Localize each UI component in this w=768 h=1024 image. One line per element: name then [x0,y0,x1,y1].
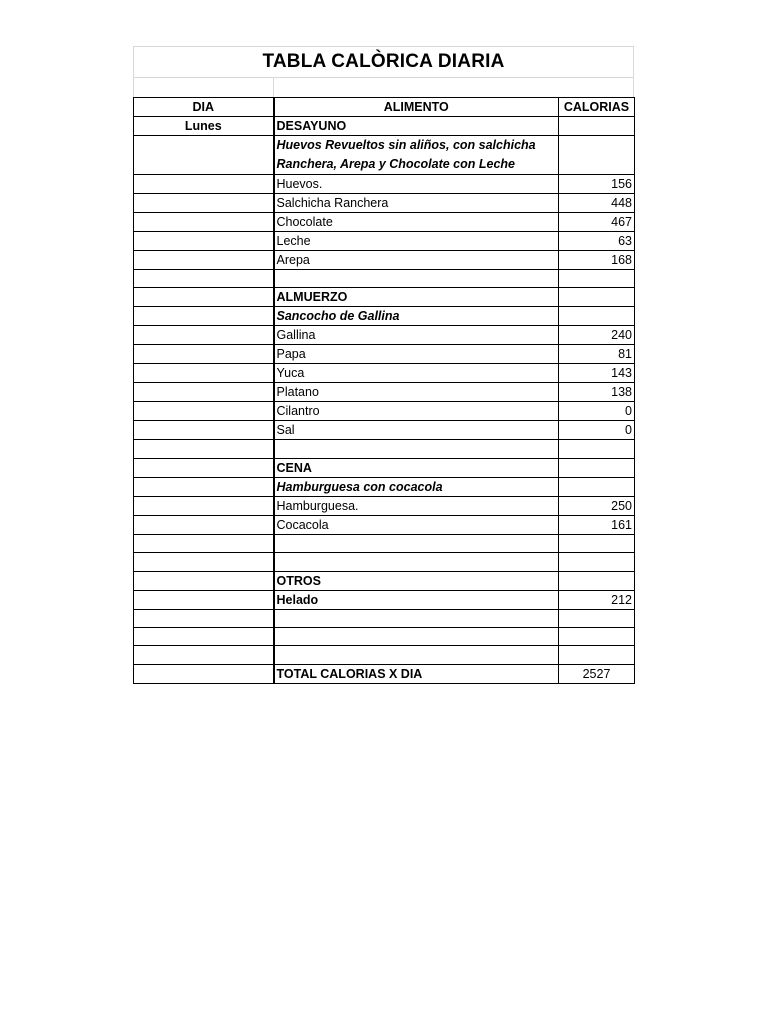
cell-alimento[interactable] [274,609,559,627]
cell-calorias[interactable]: 250 [559,496,635,515]
cell-alimento[interactable]: Arepa [274,251,559,270]
cell-dia[interactable] [134,364,274,383]
cell-calorias[interactable]: 0 [559,421,635,440]
cell-calorias[interactable]: 0 [559,402,635,421]
cell-dia[interactable] [134,458,274,477]
table-row [134,194,635,213]
table-row [134,326,635,345]
cell-alimento[interactable]: Leche [274,232,559,251]
cell-alimento[interactable] [274,534,559,552]
blank-spacer-row [133,77,634,97]
cell-alimento[interactable]: Yuca [274,364,559,383]
cell-dia[interactable] [134,421,274,440]
table-row [134,477,635,496]
cell-dia[interactable] [134,627,274,645]
cell-calorias[interactable] [559,307,635,326]
cell-calorias[interactable] [559,609,635,627]
cell-dia[interactable] [134,664,274,683]
cell-calorias[interactable]: 156 [559,175,635,194]
cell-calorias[interactable] [559,117,635,136]
cell-alimento[interactable] [274,270,559,288]
cell-dia[interactable] [134,270,274,288]
cell-dia[interactable] [134,345,274,364]
table-row [134,251,635,270]
cell-alimento[interactable]: Papa [274,345,559,364]
table-row [134,364,635,383]
table-row [134,288,635,307]
cell-dia[interactable] [134,251,274,270]
calorie-sheet [133,46,634,684]
cell-calorias[interactable]: 448 [559,194,635,213]
cell-calorias[interactable] [559,534,635,552]
cell-alimento[interactable]: Huevos Revueltos sin aliños, con salchicha Ranchera, Arepa y Chocolate con Leche [274,136,559,175]
table-row [134,627,635,645]
table-row [134,175,635,194]
cell-dia[interactable] [134,288,274,307]
cell-dia[interactable] [134,402,274,421]
total-label: TOTAL CALORIAS X DIA [274,664,559,683]
table-row [134,232,635,251]
cell-alimento[interactable] [274,627,559,645]
cell-dia[interactable] [134,213,274,232]
cell-alimento[interactable]: DESAYUNO [274,117,559,136]
cell-alimento[interactable]: Helado [274,590,559,609]
cell-dia[interactable] [134,383,274,402]
table-row [134,515,635,534]
table-row [134,421,635,440]
table-row [134,383,635,402]
blank-cell [134,78,274,97]
header-row [134,98,635,117]
cell-calorias[interactable] [559,458,635,477]
table-row [134,571,635,590]
total-value: 2527 [559,664,635,683]
cell-calorias[interactable] [559,136,635,175]
cell-dia[interactable]: Lunes [134,117,274,136]
cell-alimento[interactable]: ALMUERZO [274,288,559,307]
cell-alimento[interactable]: Sancocho de Gallina [274,307,559,326]
table-row [134,646,635,664]
cell-calorias[interactable]: 63 [559,232,635,251]
table-row [134,534,635,552]
cell-calorias[interactable]: 168 [559,251,635,270]
cell-calorias[interactable] [559,440,635,458]
table-row [134,345,635,364]
cell-dia[interactable] [134,553,274,571]
cell-calorias[interactable] [559,571,635,590]
cell-calorias[interactable] [559,553,635,571]
cell-calorias[interactable]: 240 [559,326,635,345]
cell-alimento[interactable]: Chocolate [274,213,559,232]
table-row [134,590,635,609]
cell-dia[interactable] [134,609,274,627]
cell-alimento[interactable]: OTROS [274,571,559,590]
cell-calorias[interactable] [559,627,635,645]
cell-dia[interactable] [134,440,274,458]
cell-alimento[interactable]: Salchicha Ranchera [274,194,559,213]
cell-calorias[interactable]: 212 [559,590,635,609]
cell-alimento[interactable]: Hamburguesa. [274,496,559,515]
cell-alimento[interactable] [274,553,559,571]
header-calorias: CALORIAS [559,98,635,117]
cell-alimento[interactable]: Cilantro [274,402,559,421]
calorie-table [133,97,635,684]
table-row [134,307,635,326]
cell-alimento[interactable]: Sal [274,421,559,440]
table-row [134,402,635,421]
cell-dia[interactable] [134,326,274,345]
cell-dia[interactable] [134,232,274,251]
table-row [134,213,635,232]
cell-dia[interactable] [134,307,274,326]
cell-calorias[interactable] [559,288,635,307]
table-row [134,117,635,136]
cell-dia[interactable] [134,534,274,552]
cell-alimento[interactable]: Gallina [274,326,559,345]
cell-alimento[interactable]: Huevos. [274,175,559,194]
cell-dia[interactable] [134,646,274,664]
cell-alimento[interactable] [274,440,559,458]
cell-calorias[interactable]: 143 [559,364,635,383]
cell-dia[interactable] [134,175,274,194]
table-row [134,458,635,477]
cell-alimento[interactable]: Platano [274,383,559,402]
table-row [134,136,635,175]
cell-alimento[interactable]: Cocacola [274,515,559,534]
cell-calorias[interactable]: 161 [559,515,635,534]
table-row [134,440,635,458]
cell-dia[interactable] [134,515,274,534]
cell-calorias[interactable]: 467 [559,213,635,232]
cell-calorias[interactable]: 138 [559,383,635,402]
table-row [134,609,635,627]
cell-alimento[interactable]: Hamburguesa con cocacola [274,477,559,496]
cell-alimento[interactable]: CENA [274,458,559,477]
table-row [134,270,635,288]
cell-dia[interactable] [134,571,274,590]
header-dia: DIA [134,98,274,117]
table-row [134,553,635,571]
cell-alimento[interactable] [274,646,559,664]
cell-dia[interactable] [134,136,274,175]
total-row [134,664,635,683]
cell-calorias[interactable] [559,270,635,288]
header-alimento: ALIMENTO [274,98,559,117]
cell-calorias[interactable]: 81 [559,345,635,364]
cell-calorias[interactable] [559,477,635,496]
cell-dia[interactable] [134,496,274,515]
cell-calorias[interactable] [559,646,635,664]
sheet-title: TABLA CALÒRICA DIARIA [133,46,634,77]
cell-dia[interactable] [134,194,274,213]
cell-dia[interactable] [134,477,274,496]
cell-dia[interactable] [134,590,274,609]
table-row [134,496,635,515]
